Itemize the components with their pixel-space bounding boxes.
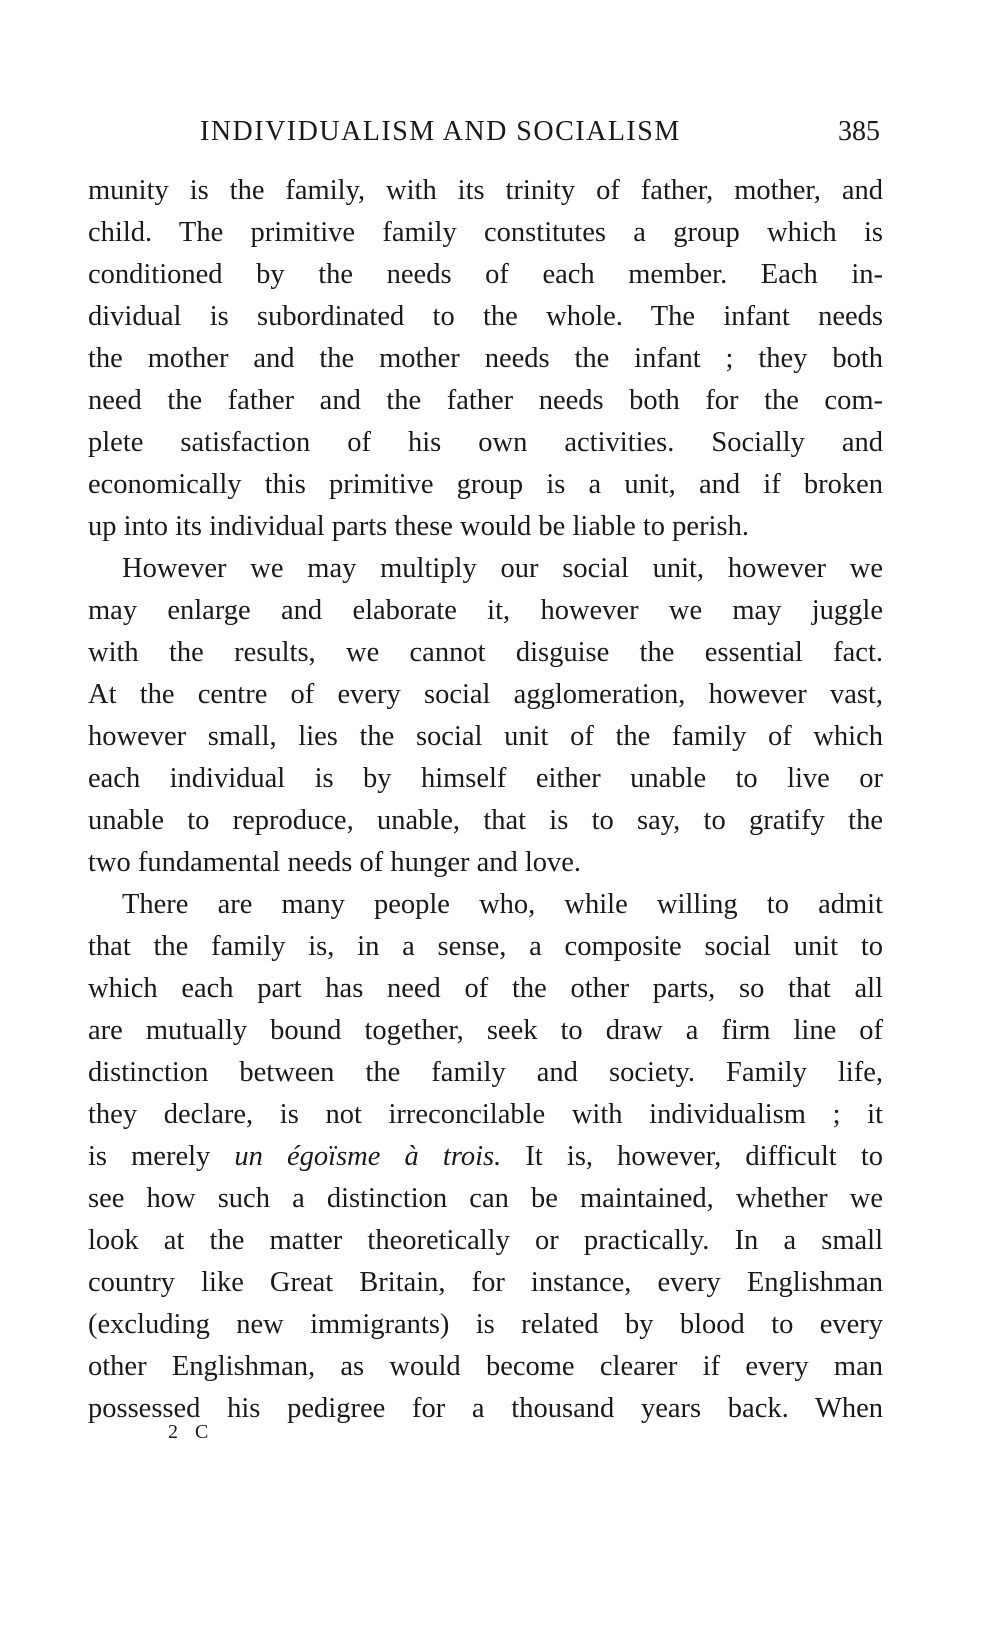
text-line: look at the matter theoretically or practically. In a small xyxy=(88,1225,883,1256)
text-line: At the centre of every social agglomeration, however vast, xyxy=(88,679,883,710)
text-line: However we may multiply our social unit, however we xyxy=(122,553,883,584)
text-segment: is merely xyxy=(88,1141,235,1172)
text-line: dividual is subordinated to the whole. The infant needs xyxy=(88,301,883,332)
page-number: 385 xyxy=(838,116,880,147)
paragraph-1 xyxy=(88,170,883,548)
text-line: see how such a distinction can be maintained, whether we xyxy=(88,1183,883,1214)
text-line: each individual is by himself either unable to live or xyxy=(88,763,883,794)
text-line: (excluding new immigrants) is related by blood to every xyxy=(88,1309,883,1340)
paragraph-2 xyxy=(88,548,883,884)
text-line: they declare, is not irreconcilable with individualism ; it xyxy=(88,1099,883,1130)
text-line: economically this primitive group is a unit, and if broken xyxy=(88,469,883,500)
text-line: may enlarge and elaborate it, however we may juggle xyxy=(88,595,883,626)
text-line: up into its individual parts these would be liable to perish. xyxy=(88,511,749,542)
text-line: country like Great Britain, for instance, every Englishman xyxy=(88,1267,883,1298)
text-line: plete satisfaction of his own activities. Socially and xyxy=(88,427,883,458)
text-line: There are many people who, while willing to admit xyxy=(122,889,883,920)
text-line: which each part has need of the other parts, so that all xyxy=(88,973,883,1004)
text-segment: It is, however, difficult to xyxy=(501,1141,883,1172)
text-line: are mutually bound together, seek to draw a firm line of xyxy=(88,1015,883,1046)
text-line: child. The primitive family constitutes a group which is xyxy=(88,217,883,248)
text-line: unable to reproduce, unable, that is to say, to gratify the xyxy=(88,805,883,836)
body-text xyxy=(88,170,883,1430)
text-line: two fundamental needs of hunger and love. xyxy=(88,847,582,878)
text-line: however small, lies the social unit of the family of which xyxy=(88,721,883,752)
text-line-with-italic xyxy=(88,1136,883,1178)
running-title: INDIVIDUALISM AND SOCIALISM xyxy=(200,116,681,147)
text-line: conditioned by the needs of each member. Each in- xyxy=(88,259,883,290)
italic-phrase: un égoïsme à trois. xyxy=(234,1141,502,1172)
text-line: munity is the family, with its trinity of father, mother, and xyxy=(88,175,883,206)
text-line: with the results, we cannot disguise the essential fact. xyxy=(88,637,883,668)
text-line: possessed his pedigree for a thousand years back. When xyxy=(88,1393,883,1424)
signature-mark: 2 C xyxy=(168,1421,215,1443)
text-line: need the father and the father needs both for the com- xyxy=(88,385,883,416)
text-line: other Englishman, as would become clearer if every man xyxy=(88,1351,883,1382)
text-line: distinction between the family and society. Family life, xyxy=(88,1057,883,1088)
running-head xyxy=(200,116,880,156)
text-line: the mother and the mother needs the infant ; they both xyxy=(88,343,883,374)
paragraph-3 xyxy=(88,884,883,1430)
text-line: that the family is, in a sense, a composite social unit to xyxy=(88,931,883,962)
